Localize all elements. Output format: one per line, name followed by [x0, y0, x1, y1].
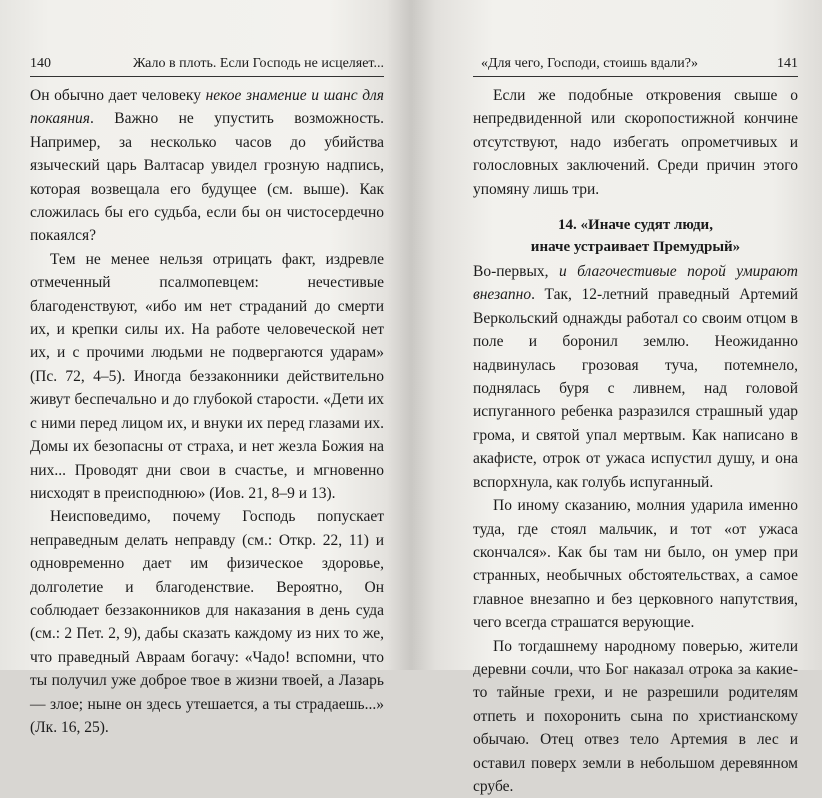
left-paragraph-1-rest: . Важно не упустить возможность. Например, за несколько часов до убийства языческий царь Валтасар увидел грозную надпись, которая возвещала его будущее (см. выше). Как сложилась бы его судьба, если бы он чистосердечно покаялся? — [30, 110, 384, 245]
right-paragraph-1-emphasis: и благочестивые порой умирают внезапно — [473, 263, 798, 304]
right-paragraph-2: По иному сказанию, молния ударила именно туда, где стоял мальчик, и тот «от ужаса скончался». Как бы там ни было, он умер при странных, необычных обстоятельствах, а самое главное внезапно и без церковного напутствия, чего всегда страшатся верующие. — [473, 497, 798, 632]
section-heading — [473, 214, 798, 258]
right-running-title: «Для чего, Господи, стоишь вдали?» — [481, 56, 698, 71]
left-running-title: Жало в плоть. Если Господь не исцеляет... — [132, 56, 384, 71]
right-page-body — [473, 84, 798, 798]
left-paragraph-1 — [30, 84, 384, 248]
right-paragraph-3: По тогдашнему народному поверью, жители деревни сочли, что Бог наказал отрока за какие-то тайные грехи, и не разрешили родителям отпеть и похоронить сына по христианскому обычаю. Отец отвез тело Артемия в лес и оставил поверх земли в небольшом деревянном срубе. — [473, 637, 798, 795]
left-page-number: 140 — [30, 56, 51, 71]
right-page-number: 141 — [777, 56, 798, 71]
left-paragraph-1-emphasis: некое знамение и шанс для покаяния — [30, 87, 384, 128]
left-page-body — [30, 84, 384, 739]
left-paragraph-3: Неисповедимо, почему Господь попускает неправедным делать неправду (см.: Откр. 22, 11) и одновременно дает им физическое здоровье, долголетие и благоденствие. Вероятно, Он соблюдает беззаконников для наказания в день суда (см.: 2 Пет. 2, 9), дабы сказать каждому из них то же, что праведный Авраам богачу: «Чадо! вспомни, что ты получил уже доброе твое в жизни твоей, а Лазарь — злое; ныне он здесь утешается, а ты страдаешь...» (Лк. 16, 25). — [30, 508, 384, 736]
right-running-header — [473, 52, 798, 77]
section-heading-line-2: иначе устраивает Премудрый» — [530, 239, 741, 256]
right-paragraph-1 — [473, 260, 798, 494]
right-paragraph-1-lead: Во-первых, — [473, 263, 559, 281]
right-paragraph-1-rest: . Так, 12-летний праведный Артемий Веркольский однажды работал со своим отцом в поле и боронил землю. Неожиданно надвинулась грозовая туча, потемнело, поднялась буря с ливнем, над головой испуганного ребенка разразился страшный удар грома, и святой упал мертвым. Как написано в акафисте, отрок от ужаса испустил душу, и она вспорхнула, как голубь испуганный. — [473, 286, 798, 491]
right-intro-paragraph: Если же подобные откровения свыше о непредвиденной или скоропостижной кончине отсутствуют, надо избегать опрометчивых и голословных заключений. Среди причин этого упомяну лишь три. — [473, 87, 798, 198]
right-page — [411, 0, 822, 795]
left-page — [0, 0, 411, 736]
left-paragraph-2: Тем не менее нельзя отрицать факт, издревле отмеченный псалмопевцем: нечестивые благоденствуют, «ибо им нет страданий до смерти их, и крепки силы их. На работе человеческой нет их, и с прочими людьми не подвергаются ударам» (Пс. 72, 4–5). Иногда беззаконники действительно живут беспечально и до глубокой старости. «Дети их с ними перед лицом их, и внуки их перед глазами их. Домы их безопасны от страха, и нет жезла Божия на них... Проводят дни свои в счастье, и мгновенно нисходят в преисподнюю» (Иов. 21, 8–9 и 13). — [30, 250, 384, 502]
left-running-header — [30, 52, 384, 77]
section-heading-line-1: 14. «Иначе судят люди, — [558, 217, 713, 234]
left-paragraph-1-lead: Он обычно дает человеку — [30, 87, 206, 104]
